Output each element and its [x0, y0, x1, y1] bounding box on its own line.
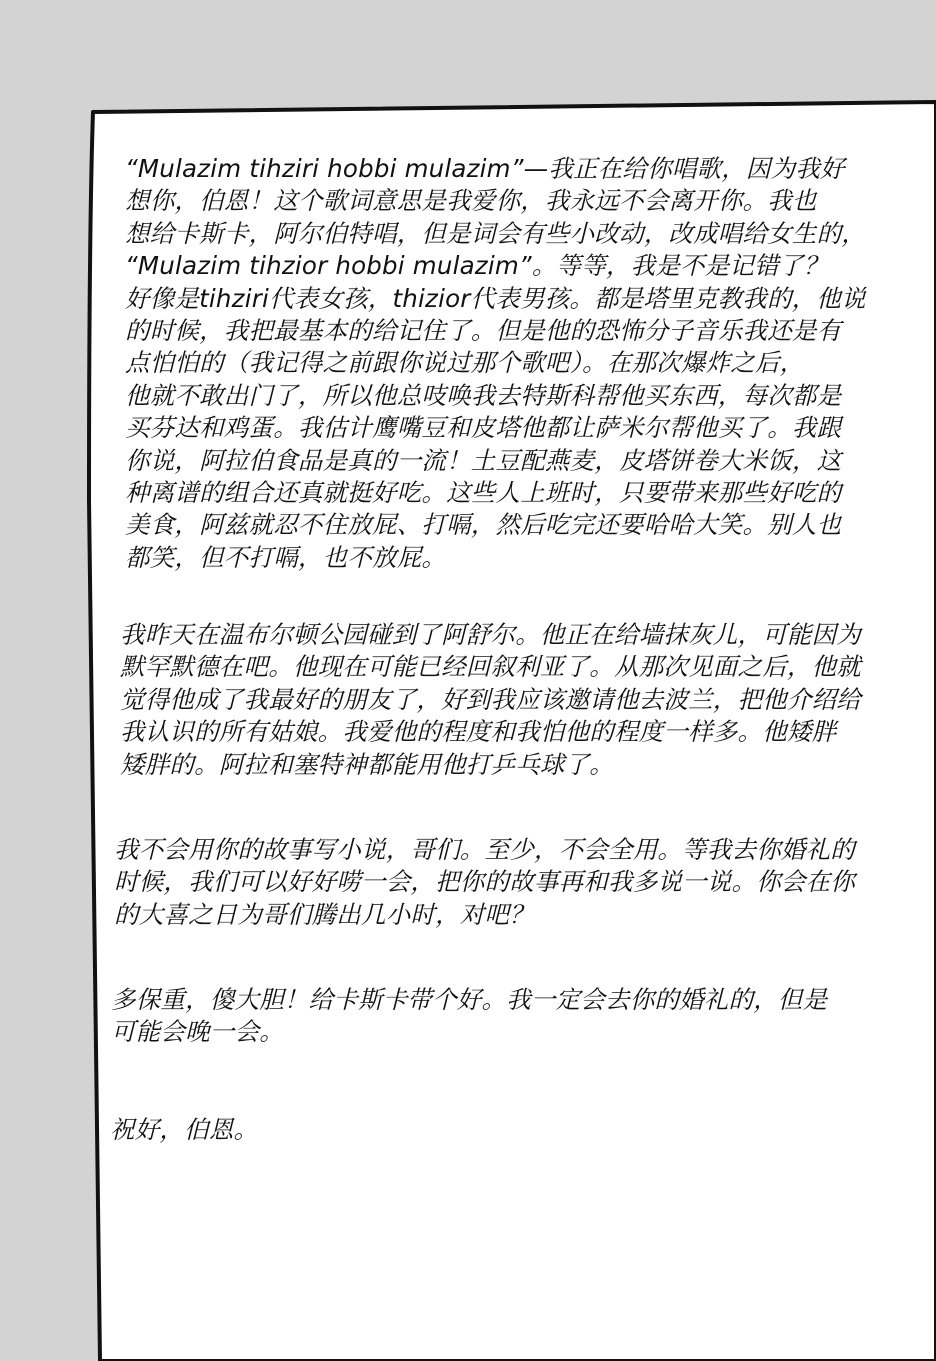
letter-line: 美食，阿兹就忍不住放屁、打嗝，然后吃完还要哈哈大笑。别人也: [125, 510, 842, 540]
letter-line: 觉得他成了我最好的朋友了，好到我应该邀请他去波兰，把他介绍给: [120, 684, 861, 714]
letter-line: 的大喜之日为哥们腾出几小时，对吧？: [114, 899, 534, 929]
letter-line: 我认识的所有姑娘。我爱他的程度和我怕他的程度一样多。他矮胖: [120, 717, 837, 747]
letter-paragraph-2: [120, 619, 861, 781]
letter-paragraph-3: [114, 834, 855, 931]
letter-line: 多保重，傻大胆！给卡斯卡带个好。我一定会去你的婚礼的，但是: [111, 985, 828, 1014]
letter-line: 时候，我们可以好好唠一会，把你的故事再和我多说一说。你会在你: [114, 867, 855, 897]
letter-line: 买芬达和鸡蛋。我估计鹰嘴豆和皮塔他都让萨米尔帮他买了。我跟: [125, 413, 842, 443]
letter-line: 好像是tihziri代表女孩，thizior代表男孩。都是塔里克教我的，他说: [125, 283, 866, 313]
letter-paragraph-4: [111, 984, 827, 1049]
letter-line: 的时候，我把最基本的给记住了。但是他的恐怖分子音乐我还是有: [125, 316, 842, 346]
letter-line: 都笑，但不打嗝，也不放屁。: [125, 542, 447, 572]
letter-line: 你说，阿拉伯食品是真的一流！土豆配燕麦，皮塔饼卷大米饭，这: [125, 445, 842, 475]
letter-line: 想给卡斯卡，阿尔伯特唱，但是词会有些小改动，改成唱给女生的，: [125, 218, 866, 248]
letter-line: 我不会用你的故事写小说，哥们。至少，不会全用。等我去你婚礼的: [114, 835, 855, 864]
letter-line: 可能会晚一会。: [111, 1017, 284, 1047]
letter-line: 种离谱的组合还真就挺好吃。这些人上班时，只要带来那些好吃的: [125, 478, 842, 508]
letter-sign-off: [110, 1114, 258, 1146]
letter-line: 祝好，伯恩。: [110, 1115, 259, 1144]
letter-line: “Mulazim tihzior hobbi mulazim”。等等，我是不是记错了？: [125, 251, 829, 281]
letter-line: 他就不敢出门了，所以他总吱唤我去特斯科帮他买东西，每次都是: [125, 380, 842, 410]
letter-line: 矮胖的。阿拉和塞特神都能用他打乒乓球了。: [120, 749, 614, 779]
letter-line: 默罕默德在吧。他现在可能已经回叙利亚了。从那次见面之后，他就: [120, 652, 861, 682]
letter-line: 我昨天在温布尔顿公园碰到了阿舒尔。他正在给墙抹灰儿，可能因为: [120, 620, 861, 649]
letter-line: 点怕怕的（我记得之前跟你说过那个歌吧）。在那次爆炸之后，: [125, 348, 805, 378]
letter-paragraph-1: [125, 153, 866, 574]
letter-line: 想你，伯恩！这个歌词意思是我爱你，我永远不会离开你。我也: [125, 186, 817, 216]
letter-line: “Mulazim tihziri hobbi mulazim”—我正在给你唱歌，因为我好: [125, 154, 845, 183]
